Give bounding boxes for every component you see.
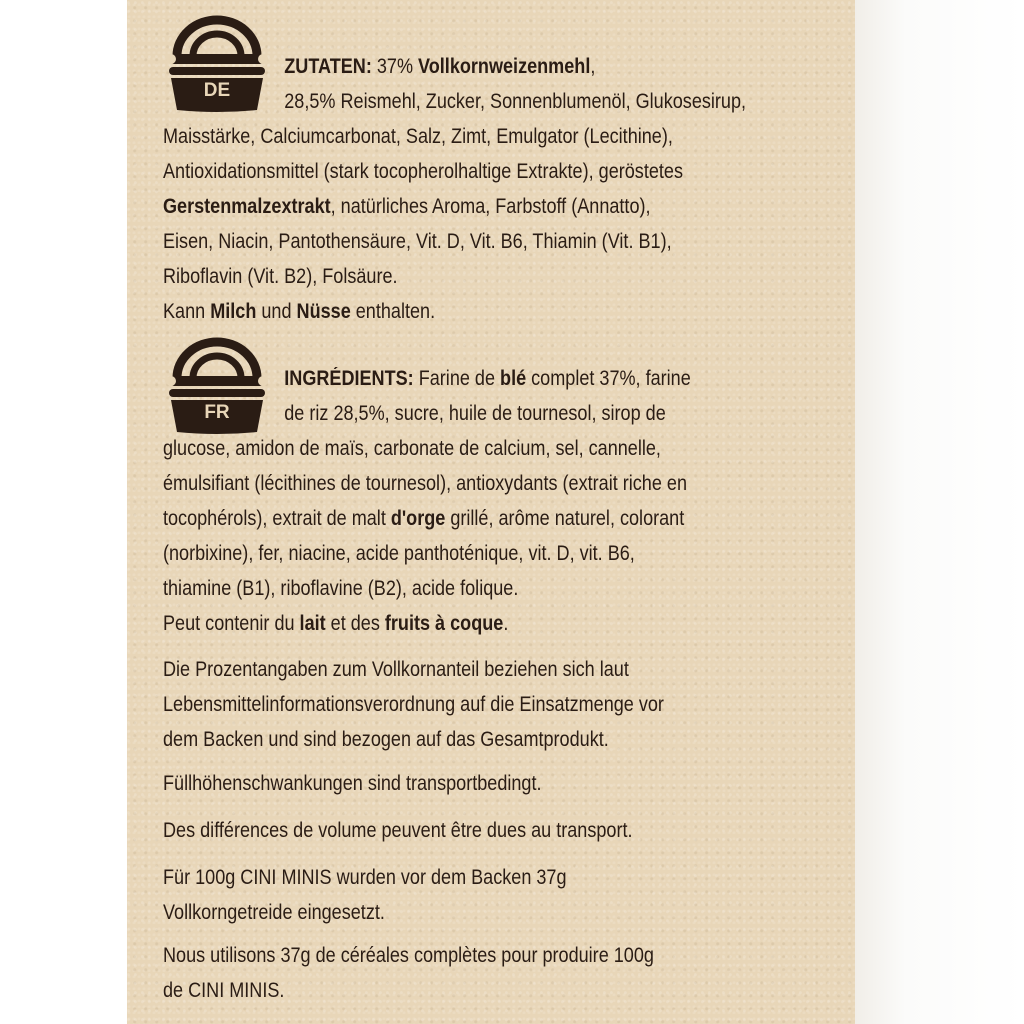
text-run: Antioxidationsmittel (stark tocopherolhaltige Extrakte), geröstetes	[163, 160, 683, 183]
text-run: Eisen, Niacin, Pantothensäure, Vit. D, Vit. B6, Thiamin (Vit. B1),	[163, 230, 672, 253]
text-run: grillé, arôme naturel, colorant	[445, 507, 685, 530]
note-line: Des différences de volume peuvent être dues au transport.	[163, 819, 633, 842]
text-run: und	[256, 300, 297, 323]
bold-term: blé	[500, 367, 527, 390]
text-run: Farine de	[413, 367, 501, 390]
text-run: .	[503, 612, 509, 635]
fr-line	[163, 536, 756, 571]
note-fill-level-de	[163, 766, 756, 801]
text-run: thiamine (B1), riboflavine (B2), acide folique.	[163, 577, 519, 600]
text-run: Riboflavin (Vit. B2), Folsäure.	[163, 265, 398, 288]
fr-line	[163, 466, 756, 501]
text-run: complet 37%, farine	[526, 367, 691, 390]
text-run: de riz 28,5%, sucre, huile de tournesol, sirop de	[284, 402, 666, 425]
text-run: Kann	[163, 300, 211, 323]
badge-fr: FR	[204, 402, 230, 423]
de-line	[163, 189, 756, 224]
text-run: enthalten.	[350, 300, 436, 323]
note-line: Lebensmittelinformationsverordnung auf die Einsatzmenge vor	[163, 693, 664, 716]
note-wholegrain-amount-fr	[163, 938, 756, 1008]
note-line: dem Backen und sind bezogen auf das Gesamtprodukt.	[163, 728, 609, 751]
fr-line	[163, 396, 756, 431]
text-run: ,	[590, 55, 596, 78]
note-wholegrain-de	[163, 652, 756, 757]
text-run: 28,5% Reismehl, Zucker, Sonnenblumenöl, Glukosesirup,	[284, 90, 747, 113]
text-run: et des	[325, 612, 385, 635]
note-line: Für 100g CINI MINIS wurden vor dem Backen 37g	[163, 866, 567, 889]
ingredients-fr	[163, 361, 756, 641]
fr-line	[163, 431, 756, 466]
de-line	[163, 84, 756, 119]
de-line	[163, 49, 756, 84]
text-run: 37%	[371, 55, 419, 78]
de-line	[163, 154, 756, 189]
text-run: Maisstärke, Calciumcarbonat, Salz, Zimt, Emulgator (Lecithine),	[163, 125, 673, 148]
bold-term: Milch	[210, 300, 257, 323]
badge-de: DE	[203, 80, 231, 101]
text-run: tocophérols), extrait de malt	[163, 507, 391, 530]
bold-term: Vollkornweizenmehl	[418, 55, 591, 78]
packaging-edge	[855, 0, 1024, 1024]
note-line: Füllhöhenschwankungen sind transportbedingt.	[163, 772, 542, 795]
text-run: , natürliches Aroma, Farbstoff (Annatto),	[330, 195, 651, 218]
note-fill-level-fr	[163, 813, 756, 848]
bold-term: d'orge	[390, 507, 446, 530]
de-line	[163, 119, 756, 154]
ingredients-de	[163, 49, 756, 329]
text-run: glucose, amidon de maïs, carbonate de calcium, sel, cannelle,	[163, 437, 661, 460]
de-line	[163, 224, 756, 259]
bold-term: lait	[299, 612, 326, 635]
fr-line	[163, 606, 756, 641]
text-run: (norbixine), fer, niacine, acide panthoténique, vit. D, vit. B6,	[163, 542, 635, 565]
bold-term: Gerstenmalzextrakt	[163, 195, 331, 218]
bold-term: ZUTATEN:	[284, 55, 372, 78]
fr-line	[163, 571, 756, 606]
note-line: de CINI MINIS.	[163, 979, 285, 1002]
note-line: Die Prozentangaben zum Vollkornanteil beziehen sich laut	[163, 658, 629, 681]
de-line	[163, 259, 756, 294]
fr-line	[163, 361, 756, 396]
text-run: émulsifiant (lécithines de tournesol), antioxydants (extrait riche en	[163, 472, 688, 495]
bold-term: INGRÉDIENTS:	[284, 367, 414, 390]
note-line: Vollkorngetreide eingesetzt.	[163, 901, 385, 924]
bold-term: Nüsse	[296, 300, 351, 323]
note-wholegrain-amount-de	[163, 860, 756, 930]
note-line: Nous utilisons 37g de céréales complètes pour produire 100g	[163, 944, 654, 967]
bold-term: fruits à coque	[384, 612, 504, 635]
fr-line	[163, 501, 756, 536]
de-line	[163, 294, 756, 329]
text-run: Peut contenir du	[163, 612, 300, 635]
